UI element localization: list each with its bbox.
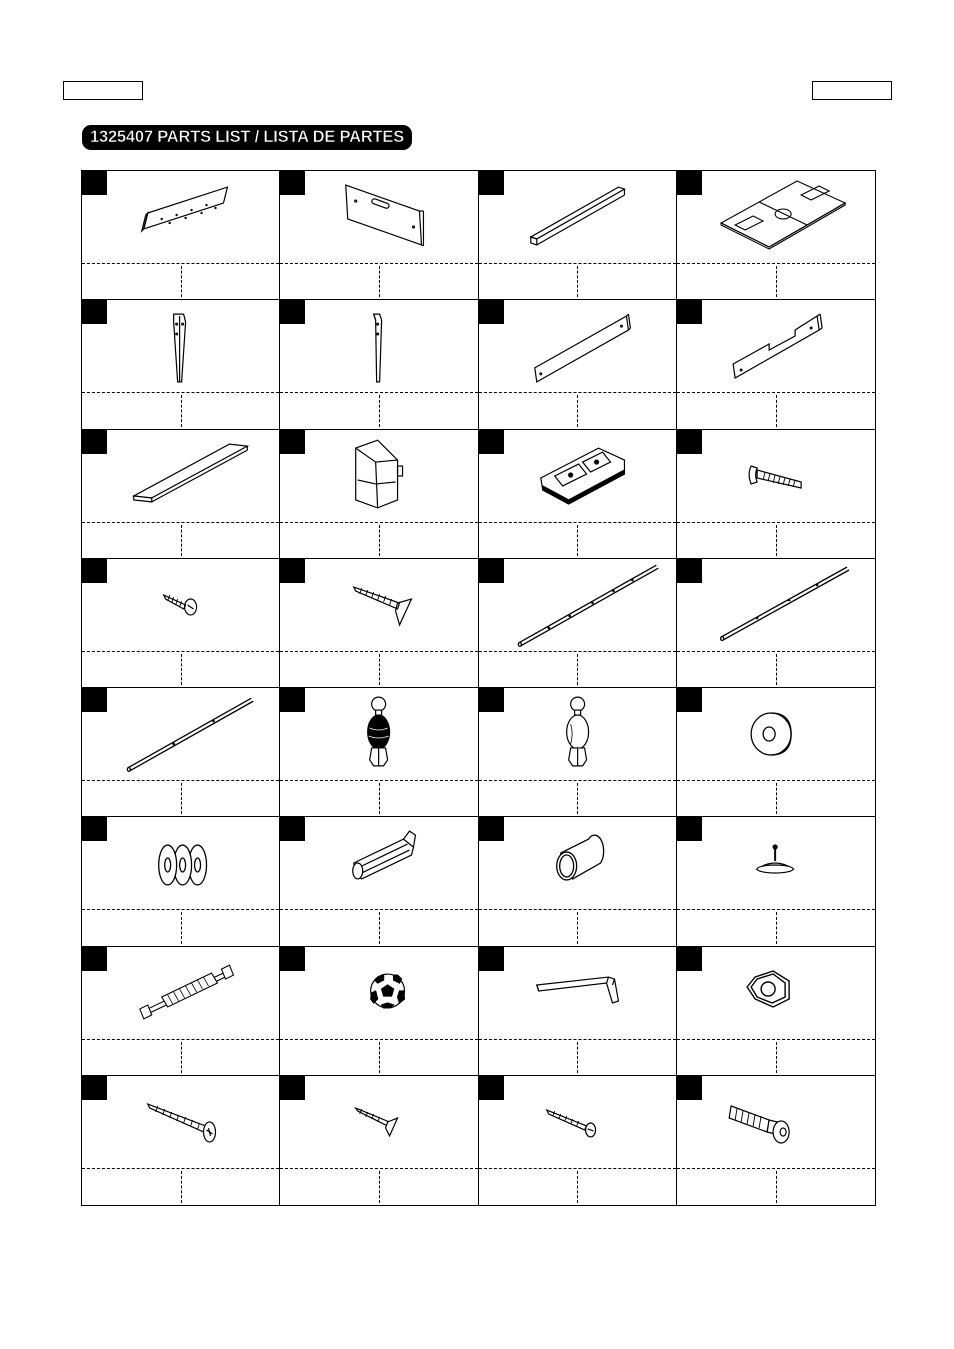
part-info-row xyxy=(677,780,875,816)
part-info-row xyxy=(479,263,676,299)
part-cell xyxy=(280,688,478,817)
corner-label-box-right xyxy=(812,81,892,100)
part-info-row xyxy=(479,780,676,816)
part-cell xyxy=(677,1076,875,1205)
notched-brace-panel-icon xyxy=(677,300,875,392)
playfield-icon xyxy=(677,171,875,263)
washer-set-icon xyxy=(82,817,279,909)
part-cell xyxy=(479,1076,677,1205)
countersunk-screw-icon xyxy=(280,1076,477,1168)
part-info-row xyxy=(280,263,477,299)
part-cell xyxy=(280,430,478,559)
part-info-row xyxy=(280,651,477,687)
part-cell xyxy=(82,171,280,300)
part-cell xyxy=(479,688,677,817)
bolt-icon xyxy=(677,430,875,522)
parts-list-title-banner xyxy=(82,125,412,150)
part-info-row xyxy=(82,263,279,299)
long-rail-icon xyxy=(479,171,676,263)
long-wood-screw-icon xyxy=(82,1076,279,1168)
part-cell xyxy=(677,300,875,429)
part-cell xyxy=(677,171,875,300)
part-cell xyxy=(82,430,280,559)
part-cell xyxy=(280,1076,478,1205)
leveler-foot-icon xyxy=(677,817,875,909)
corner-label-box-left xyxy=(63,81,143,100)
soccer-ball-icon xyxy=(280,947,477,1039)
part-info-row xyxy=(82,651,279,687)
hex-nut-icon xyxy=(677,947,875,1039)
part-info-row xyxy=(280,909,477,945)
part-cell xyxy=(479,559,677,688)
shelf-board-icon xyxy=(82,430,279,522)
rubber-bumper-icon xyxy=(677,688,875,780)
pan-head-screw-icon xyxy=(479,1076,676,1168)
part-info-row xyxy=(677,263,875,299)
part-info-row xyxy=(82,392,279,428)
small-screw-icon xyxy=(82,559,279,651)
part-cell xyxy=(82,817,280,946)
page-title: 1325407 PARTS LIST / LISTA DE PARTES xyxy=(90,128,405,146)
end-panel-with-ball-slot-icon xyxy=(280,171,477,263)
flat-head-screw-icon xyxy=(280,559,477,651)
part-info-row xyxy=(677,651,875,687)
part-cell xyxy=(82,559,280,688)
part-info-row xyxy=(479,909,676,945)
part-info-row xyxy=(82,1168,279,1205)
parts-grid xyxy=(81,170,876,1206)
rod-short-icon xyxy=(82,688,279,780)
part-info-row xyxy=(479,651,676,687)
part-cell xyxy=(280,300,478,429)
part-cell xyxy=(82,947,280,1076)
part-info-row xyxy=(280,1168,477,1205)
part-cell xyxy=(82,1076,280,1205)
part-cell xyxy=(677,947,875,1076)
part-info-row xyxy=(82,522,279,558)
ball-return-icon xyxy=(280,430,477,522)
part-info-row xyxy=(82,780,279,816)
part-cell xyxy=(479,430,677,559)
part-info-row xyxy=(677,1168,875,1205)
part-info-row xyxy=(677,909,875,945)
side-panel-with-holes-icon xyxy=(82,171,279,263)
dark-player-figure-icon xyxy=(280,688,477,780)
part-info-row xyxy=(82,1039,279,1075)
part-info-row xyxy=(677,1039,875,1075)
leg-left-icon xyxy=(82,300,279,392)
handle-grip-icon xyxy=(280,817,477,909)
rod-long-icon xyxy=(479,559,676,651)
part-cell xyxy=(280,171,478,300)
rod-medium-icon xyxy=(677,559,875,651)
part-info-row xyxy=(677,522,875,558)
part-cell xyxy=(82,688,280,817)
part-cell xyxy=(280,947,478,1076)
part-cell xyxy=(677,817,875,946)
socket-bolt-icon xyxy=(677,1076,875,1168)
part-cell xyxy=(280,817,478,946)
cross-brace-panel-icon xyxy=(479,300,676,392)
part-cell xyxy=(479,171,677,300)
part-cell xyxy=(479,947,677,1076)
part-info-row xyxy=(280,392,477,428)
part-info-row xyxy=(479,1168,676,1205)
part-info-row xyxy=(479,1039,676,1075)
part-cell xyxy=(479,817,677,946)
part-cell xyxy=(280,559,478,688)
part-info-row xyxy=(479,392,676,428)
part-info-row xyxy=(677,392,875,428)
leg-right-icon xyxy=(280,300,477,392)
part-cell xyxy=(82,300,280,429)
score-counter-icon xyxy=(82,947,279,1039)
end-cap-icon xyxy=(479,817,676,909)
part-info-row xyxy=(479,522,676,558)
part-cell xyxy=(677,559,875,688)
corner-bracket-icon xyxy=(479,430,676,522)
part-info-row xyxy=(280,1039,477,1075)
part-cell xyxy=(479,300,677,429)
allen-wrench-icon xyxy=(479,947,676,1039)
part-info-row xyxy=(280,522,477,558)
part-info-row xyxy=(82,909,279,945)
part-cell xyxy=(677,430,875,559)
part-cell xyxy=(677,688,875,817)
light-player-figure-icon xyxy=(479,688,676,780)
part-info-row xyxy=(280,780,477,816)
